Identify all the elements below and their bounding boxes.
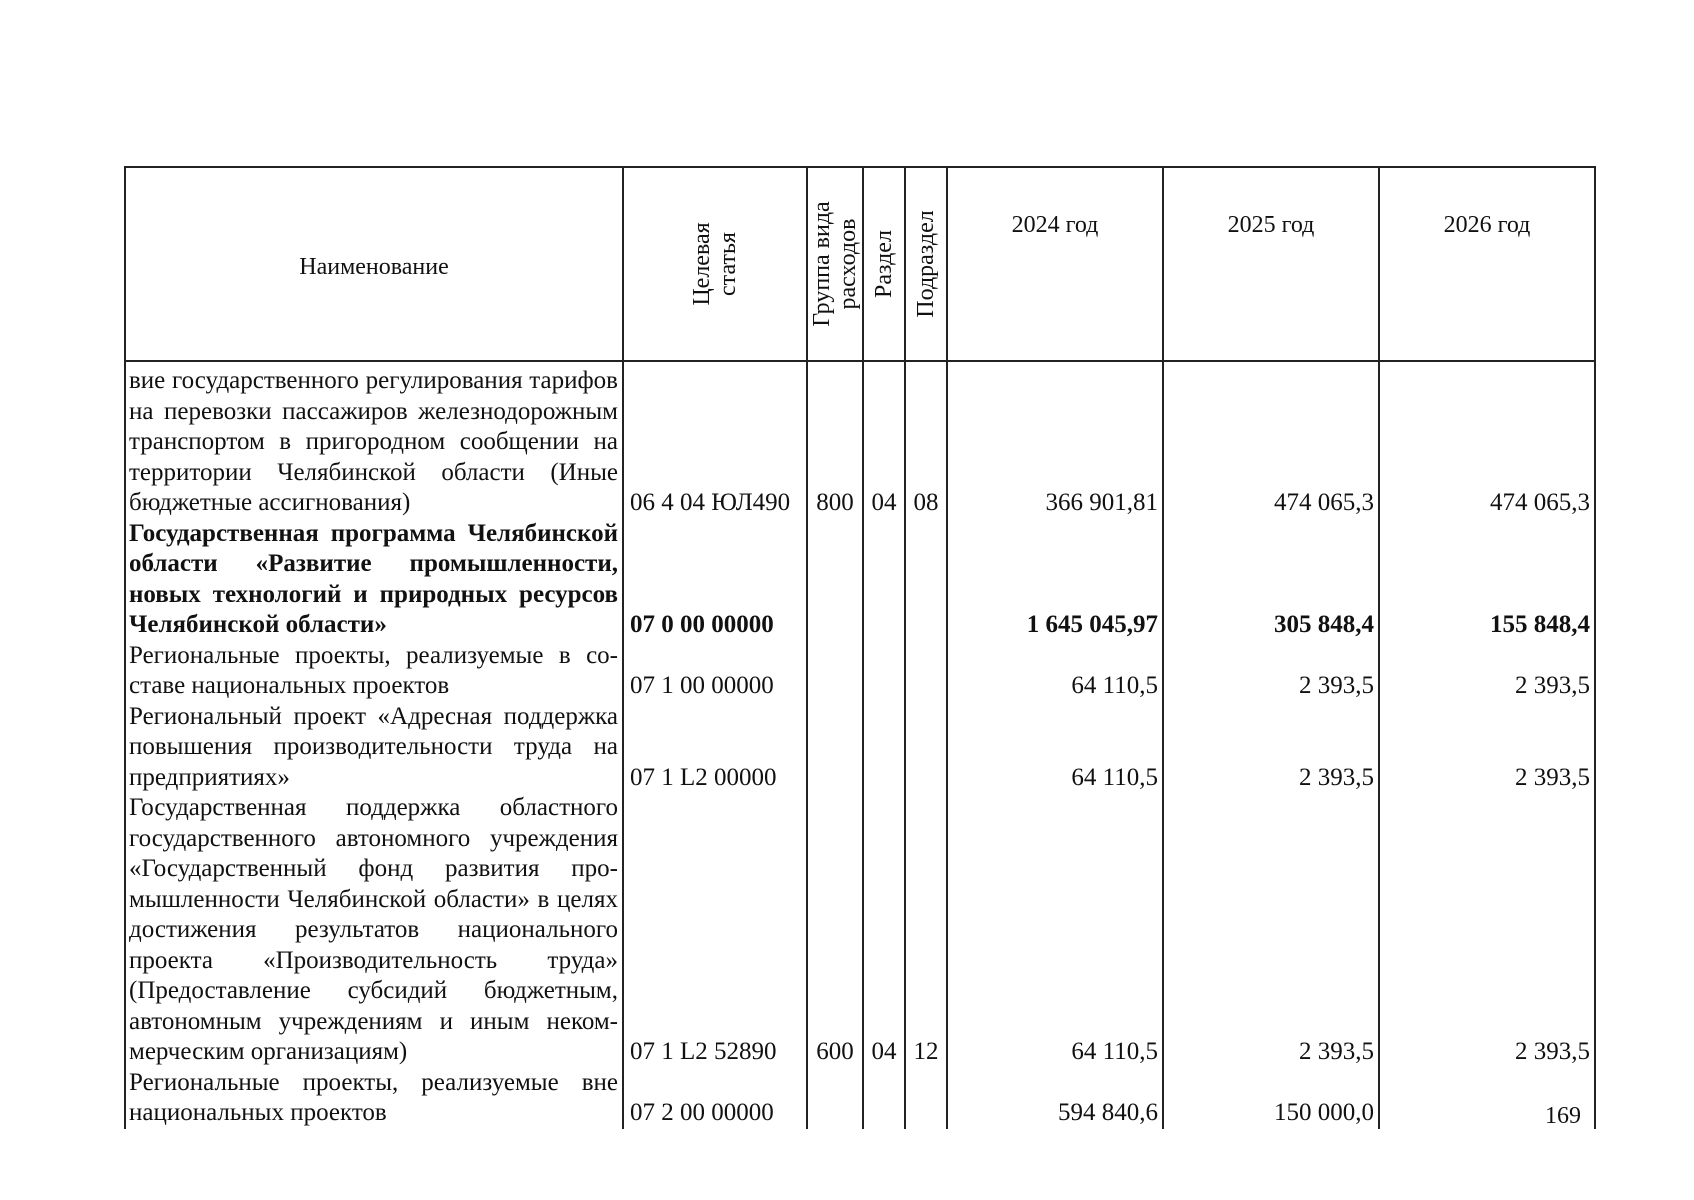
row-name: Региональные проекты, реализуемые в составе национальных проектов	[125, 641, 623, 702]
table-row	[125, 361, 1595, 519]
row-expense-group	[807, 1068, 863, 1129]
page-number: 169	[1545, 1103, 1581, 1129]
row-section	[863, 702, 905, 794]
row-subsection	[905, 641, 947, 702]
row-target-article: 07 0 00 00000	[623, 519, 807, 641]
table-row	[125, 702, 1595, 794]
row-2025: 305 848,4	[1163, 519, 1379, 641]
row-2024: 594 840,6	[947, 1068, 1163, 1129]
header-2024: 2024 год	[947, 167, 1163, 361]
table-row	[125, 793, 1595, 1068]
row-name: вие государственного регулирования тарифов на перевозки пассажиров железнодорожным транспортом в пригородном сообщении на территории Челябинской области (Иные бюджетные ассигнования)	[125, 361, 623, 519]
row-2025: 2 393,5	[1163, 641, 1379, 702]
budget-table	[124, 166, 1596, 1129]
row-subsection	[905, 702, 947, 794]
header-subsection: Подраздел	[905, 167, 947, 361]
table-body	[125, 361, 1595, 1129]
row-subsection: 08	[905, 361, 947, 519]
row-2024: 366 901,81	[947, 361, 1163, 519]
row-name: Государственная программа Челябинской области «Развитие промышленности, новых технологий и природных ресурсов Челябинской области»	[125, 519, 623, 641]
row-target-article: 07 2 00 00000	[623, 1068, 807, 1129]
row-2026: 2 393,5	[1379, 641, 1595, 702]
table-header-row	[125, 167, 1595, 361]
row-2024: 64 110,5	[947, 702, 1163, 794]
header-expense-group: Группа вида расходов	[807, 167, 863, 361]
row-2026: 2 393,5	[1379, 793, 1595, 1068]
row-2024: 64 110,5	[947, 793, 1163, 1068]
row-2026: 155 848,4	[1379, 519, 1595, 641]
row-2026: 2 393,5	[1379, 702, 1595, 794]
row-expense-group	[807, 519, 863, 641]
header-target-article: Целевая статья	[623, 167, 807, 361]
row-target-article: 07 1 L2 00000	[623, 702, 807, 794]
row-name: Региональные проекты, реализуемые вне национальных проектов	[125, 1068, 623, 1129]
row-expense-group: 600	[807, 793, 863, 1068]
header-section: Раздел	[863, 167, 905, 361]
row-subsection: 12	[905, 793, 947, 1068]
row-section: 04	[863, 361, 905, 519]
row-section	[863, 641, 905, 702]
row-subsection	[905, 1068, 947, 1129]
row-expense-group	[807, 702, 863, 794]
row-2024: 64 110,5	[947, 641, 1163, 702]
row-2025: 150 000,0	[1163, 1068, 1379, 1129]
row-target-article: 06 4 04 ЮЛ490	[623, 361, 807, 519]
row-expense-group: 800	[807, 361, 863, 519]
row-expense-group	[807, 641, 863, 702]
row-name: Региональный проект «Адресная поддержка повышения производительности труда на предприятиях»	[125, 702, 623, 794]
row-section: 04	[863, 793, 905, 1068]
row-2025: 2 393,5	[1163, 702, 1379, 794]
row-name: Государственная поддержка областного государственного автономного учреждения «Государственный фонд развития промышленности Челябинской области» в целях достижения результатов национального проекта «Производительность труда» (Предоставление субсидий бюджетным, автономным учреждениям и иным некоммерческим организациям)	[125, 793, 623, 1068]
row-2024: 1 645 045,97	[947, 519, 1163, 641]
row-target-article: 07 1 L2 52890	[623, 793, 807, 1068]
table-row	[125, 641, 1595, 702]
header-2025: 2025 год	[1163, 167, 1379, 361]
row-section	[863, 519, 905, 641]
row-2025: 474 065,3	[1163, 361, 1379, 519]
table-row	[125, 519, 1595, 641]
row-subsection	[905, 519, 947, 641]
table-row	[125, 1068, 1595, 1129]
row-section	[863, 1068, 905, 1129]
row-2025: 2 393,5	[1163, 793, 1379, 1068]
header-2026: 2026 год	[1379, 167, 1595, 361]
header-name: Наименование	[125, 167, 623, 361]
row-2026: 474 065,3	[1379, 361, 1595, 519]
row-target-article: 07 1 00 00000	[623, 641, 807, 702]
